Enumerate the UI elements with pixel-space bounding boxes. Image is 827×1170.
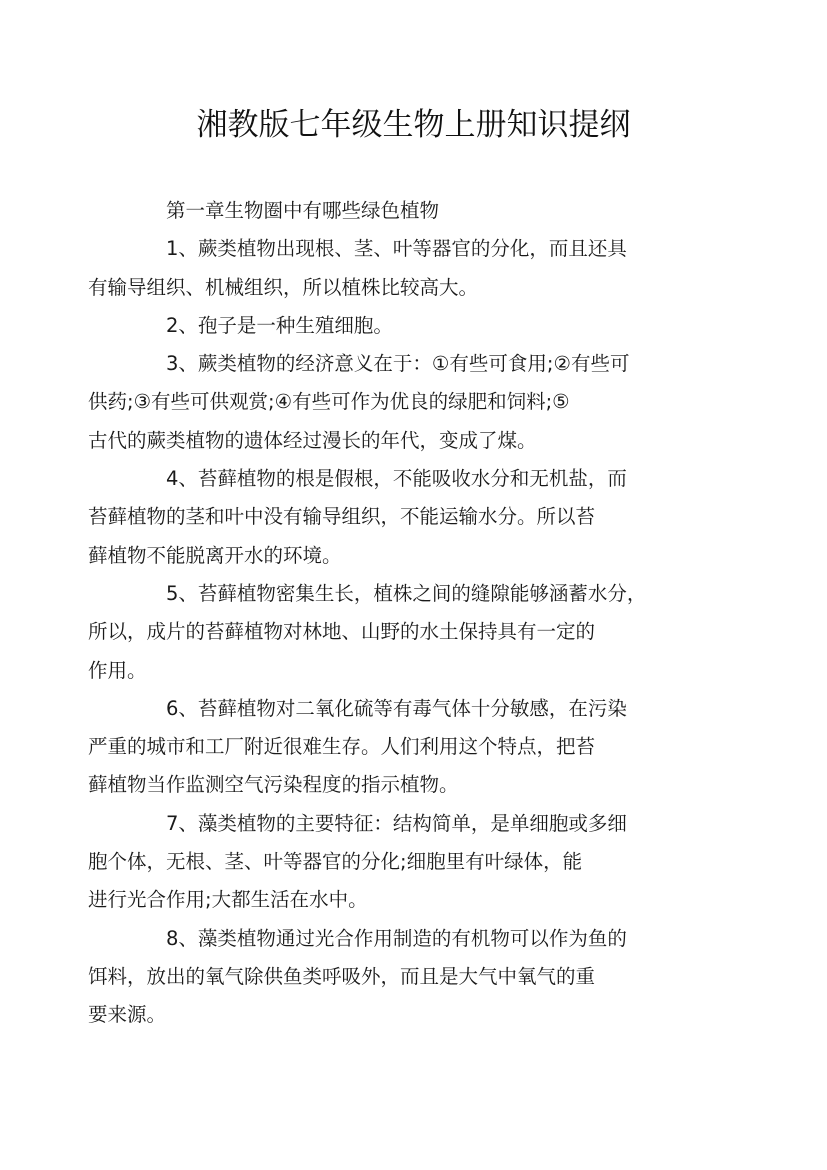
paragraph-1 [88, 230, 703, 307]
paragraph-line: 有输导组织、机械组织，所以植株比较高大。 [88, 275, 479, 299]
paragraph-line: 供药;③有些可供观赏;④有些可作为优良的绿肥和饲料;⑤ [88, 390, 570, 414]
paragraph-line: 古代的蕨类植物的遗体经过漫长的年代，变成了煤。 [88, 428, 537, 452]
paragraph-4 [88, 460, 703, 575]
paragraph-line: 作用。 [88, 658, 147, 682]
paragraph-line: 8、藻类植物通过光合作用制造的有机物可以作为鱼的 [166, 926, 627, 950]
paragraph-6 [88, 690, 703, 805]
paragraph-5 [88, 575, 703, 690]
paragraph-line: 1、蕨类植物出现根、茎、叶等器官的分化，而且还具 [166, 237, 627, 261]
paragraph-line: 严重的城市和工厂附近很难生存。人们利用这个特点，把苔 [88, 735, 596, 759]
paragraph-line: 要来源。 [88, 1003, 167, 1027]
paragraph-line: 7、藻类植物的主要特征：结构简单，是单细胞或多细 [166, 811, 627, 835]
chapter-heading [127, 192, 703, 230]
document-title: 湘教版七年级生物上册知识提纲 [196, 107, 631, 143]
paragraph-line: 5、苔藓植物密集生长，植株之间的缝隙能够涵蓄水分， [166, 581, 647, 605]
paragraph-line: 2、孢子是一种生殖细胞。 [166, 313, 393, 337]
paragraph-line: 苔藓植物的茎和叶中没有输导组织，不能运输水分。所以苔 [88, 505, 596, 529]
paragraph-7 [88, 805, 703, 920]
paragraph-line: 进行光合作用;大都生活在水中。 [88, 888, 368, 912]
paragraph-line: 胞个体，无根、茎、叶等器官的分化;细胞里有叶绿体，能 [88, 850, 583, 874]
paragraph-line: 6、苔藓植物对二氧化硫等有毒气体十分敏感，在污染 [166, 696, 627, 720]
paragraph-line: 藓植物当作监测空气污染程度的指示植物。 [88, 773, 459, 797]
paragraph-8 [88, 920, 703, 1035]
paragraph-2 [127, 307, 703, 345]
document-body [88, 192, 703, 1035]
chapter-heading-text: 第一章生物圈中有哪些绿色植物 [166, 199, 440, 222]
paragraph-line: 藓植物不能脱离开水的环境。 [88, 543, 342, 567]
paragraph-line: 饵料，放出的氧气除供鱼类呼吸外，而且是大气中氧气的重 [88, 964, 596, 988]
paragraph-line: 所以，成片的苔藓植物对林地、山野的水土保持具有一定的 [88, 620, 596, 644]
paragraph-3 [88, 345, 703, 460]
paragraph-line: 4、苔藓植物的根是假根，不能吸收水分和无机盐，而 [166, 467, 627, 491]
paragraph-line: 3、蕨类植物的经济意义在于：①有些可食用;②有些可 [166, 352, 630, 376]
